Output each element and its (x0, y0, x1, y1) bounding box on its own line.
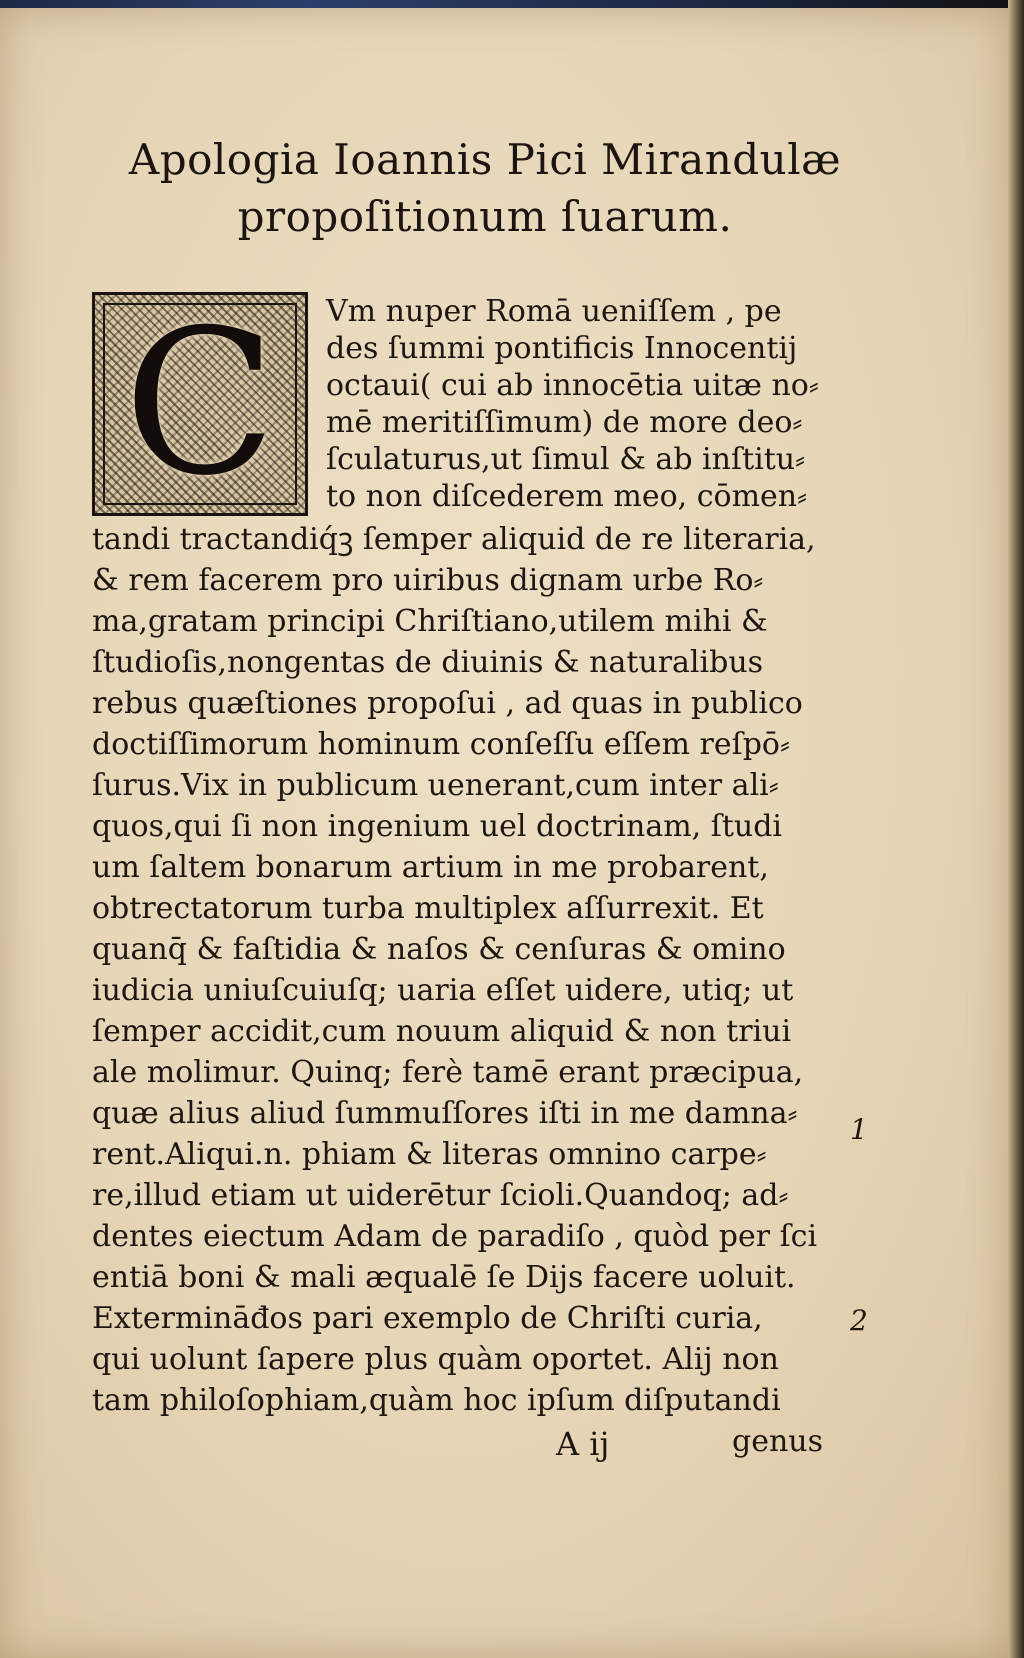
margin-note-1: 1 (850, 1113, 868, 1146)
page-title-line-2: propoſitionum ſuarum. (237, 192, 733, 241)
decorated-initial-woodcut (92, 287, 308, 520)
text-line: quanq̄ & faſtidia & naſos & cenſuras & omino (92, 932, 786, 967)
text-line: ſemper accidit,cum nouum aliquid & non triui (92, 1014, 792, 1049)
initial-letter: C (123, 287, 277, 520)
page-title-line-1: Apologia Ioannis Pici Mirandulæ (128, 135, 842, 184)
catchword: genus (732, 1424, 823, 1459)
text-line: um ſaltem bonarum artium in me probarent, (92, 850, 769, 885)
text-line: octaui( cui ab innocētia uitæ no⸗ (326, 368, 819, 403)
text-line: qui uolunt ſapere plus quàm oportet. Alij non (92, 1342, 779, 1377)
text-line: obtrectatorum turba multiplex aſſurrexit. Et (92, 891, 764, 926)
text-line: tandi tractandiq́ꝫ ſemper aliquid de re literaria, (92, 522, 816, 557)
margin-note-2: 2 (850, 1304, 868, 1337)
text-line: re,illud etiam ut uiderētur ſcioli.Quandoq; ad⸗ (92, 1178, 789, 1213)
text-line: rebus quæſtiones propoſui , ad quas in publico (92, 686, 803, 721)
text-line: des ſummi pontificis Innocentij (326, 331, 798, 366)
text-line: quos,qui ſi non ingenium uel doctrinam, ſtudi (92, 809, 783, 844)
text-line: entiā boni & mali æqualē ſe Dijs facere uoluit. (92, 1260, 796, 1295)
text-line: ſtudioſis,nongentas de diuinis & naturalibus (92, 645, 764, 680)
text-line: ale molimur. Quinq; ferè tamē erant præcipua, (92, 1055, 804, 1090)
text-line: doctiſſimorum hominum conſeſſu eſſem reſpō⸗ (92, 727, 790, 762)
text-line: to non diſcederem meo, cōmen⸗ (326, 479, 808, 514)
text-line: Extermināđos pari exemplo de Chriſti curia, (92, 1301, 763, 1336)
signature-mark: A ij (556, 1425, 610, 1463)
text-line: ma,gratam principi Chriſtiano,utilem mihi & (92, 604, 768, 639)
text-line: & rem facerem pro uiribus dignam urbe Ro⸗ (92, 563, 764, 598)
text-line: Vm nuper Romā ueniſſem , pe (326, 294, 782, 329)
text-line: iudicia uniuſcuiuſq; uaria eſſet uidere, utiq; ut (92, 973, 794, 1008)
text-line: mē meritiſſimum) de more deo⸗ (326, 405, 803, 440)
text-line: rent.Aliqui.n. phiam & literas omnino carpe⸗ (92, 1137, 767, 1172)
text-line: quæ alius aliud ſummuſſores iſti in me damna⸗ (92, 1096, 798, 1131)
page-fore-edge (1008, 0, 1024, 1658)
text-line: ſculaturus,ut ſimul & ab inſtitu⸗ (326, 442, 806, 477)
text-line: dentes eiectum Adam de paradiſo , quòd per ſci (92, 1219, 818, 1254)
text-line: ſurus.Vix in publicum uenerant,cum inter ali⸗ (92, 768, 779, 803)
text-line: tam philoſophiam,quàm hoc ipſum diſputandi (92, 1383, 781, 1418)
